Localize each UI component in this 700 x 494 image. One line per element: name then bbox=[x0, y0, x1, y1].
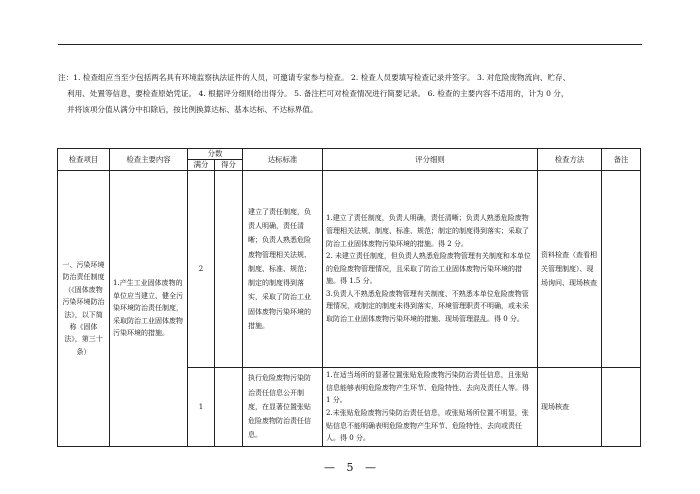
header-full-score: 满分 bbox=[188, 160, 215, 171]
rule-item: 1.在适当场所的显著位置张贴危险废物污染防治责任信息，且张贴信息能够表明危险废物产生环节、危险特性、去向及责任人等。得 1 分。 bbox=[326, 371, 530, 405]
page-number: 5 bbox=[346, 461, 354, 474]
got-score-cell bbox=[215, 171, 243, 368]
header-rules: 评分细则 bbox=[323, 149, 538, 171]
check-item-cell bbox=[58, 171, 110, 447]
rule-item: 2.未张贴危险废物污染防治责任信息，或张贴场所位置不明显，张贴信息不能明确表明危险废物产生环节、危险特性、去向或责任人。得 0 分。 bbox=[326, 409, 529, 443]
standard-text: 执行危险废物污染防治责任信息公开制度，在显著位置张贴危险废物防治责任信息。 bbox=[248, 374, 312, 440]
check-item-text: 一、污染环境防治责任制度（《固体废物污染环境防治法》，以下简称《固体法》，第三十条） bbox=[62, 260, 105, 356]
rule-item: 2. 未建立责任制度，但负责人熟悉危险废物管理有关制度和本单位的危险废物管理情况，且采取了防治工业固体废物污染环境的措施。得 1.5 分。 bbox=[326, 252, 531, 286]
header-remark: 备注 bbox=[602, 149, 641, 171]
remark-cell bbox=[602, 368, 641, 447]
method-text: 现场核查 bbox=[541, 403, 570, 411]
page-footer bbox=[0, 461, 700, 474]
rule-item: 3.负责人不熟悉危险废物管理有关制度、不熟悉本单位危险废物管理情况，或制定的制度未得到落实，环境管理职责不明确，或未采取防治工业固体废物污染环境的措施、现场管理混乱。得 0 分。 bbox=[326, 289, 530, 324]
got-score-cell bbox=[215, 368, 243, 447]
note-line-1: 注：1. 检查组应当至少包括两名具有环境监察执法证件的人员，可邀请专家参与检查。 2. 检查人员要填写检查记录并签字。 3. 对危险废物流向、贮存、 bbox=[58, 73, 571, 82]
check-content-text: 1.产生工业固体废物的单位应当建立、健全污染环境防治责任制度，采取防治工业固体废物污染环境的措施。 bbox=[113, 279, 183, 338]
standard-text: 建立了责任制度，负责人明确，责任清晰；负责人熟悉危险废物管理相关法规、制度、标准、规范；制定的制度得到落实，采取了防治工业固体废物污染环境的措施。 bbox=[248, 208, 312, 330]
remark-cell bbox=[602, 171, 641, 368]
footer-dash-left: — bbox=[324, 461, 335, 474]
table-row bbox=[58, 171, 641, 368]
method-cell bbox=[538, 171, 602, 368]
inspection-table bbox=[57, 148, 641, 447]
note-line-2: 利用、处置等信息，要检查原始凭证。 4. 根据评分细则给出得分。 5. 备注栏可对检查情况进行简要记录。 6. 检查的主要内容不适用的，计为 0 分， bbox=[67, 89, 569, 98]
check-content-cell bbox=[110, 171, 188, 447]
notes-block bbox=[58, 70, 648, 118]
method-cell bbox=[538, 368, 602, 447]
header-row-1 bbox=[58, 149, 641, 160]
header-score: 分数 bbox=[188, 149, 243, 160]
rule-item: 1.建立了责任制度，负责人明确，责任清晰；负责人熟悉危险废物管理相关法规、制度、标准、规范；制定的制度得到落实；采取了防治工业固体废物污染环境的措施。得 2 分。 bbox=[326, 214, 530, 248]
header-item: 检查项目 bbox=[58, 149, 110, 171]
top-rule bbox=[58, 44, 642, 45]
header-method: 检查方法 bbox=[538, 149, 602, 171]
header-content: 检查主要内容 bbox=[110, 149, 188, 171]
header-got-score: 得分 bbox=[215, 160, 243, 171]
standard-cell bbox=[243, 171, 323, 368]
note-line-3: 并将该项分值从满分中扣除后，按比例换算达标、基本达标、不达标界值。 bbox=[67, 105, 318, 114]
rules-cell bbox=[323, 171, 538, 368]
standard-cell bbox=[243, 368, 323, 447]
header-standard: 达标标准 bbox=[243, 149, 323, 171]
rules-cell bbox=[323, 368, 538, 447]
full-score-cell: 2 bbox=[188, 171, 215, 368]
full-score-cell: 1 bbox=[188, 368, 215, 447]
method-text: 资料检查（查看相关管理制度）、现场询问、现场核查 bbox=[541, 251, 598, 287]
footer-dash-right: — bbox=[365, 461, 376, 474]
